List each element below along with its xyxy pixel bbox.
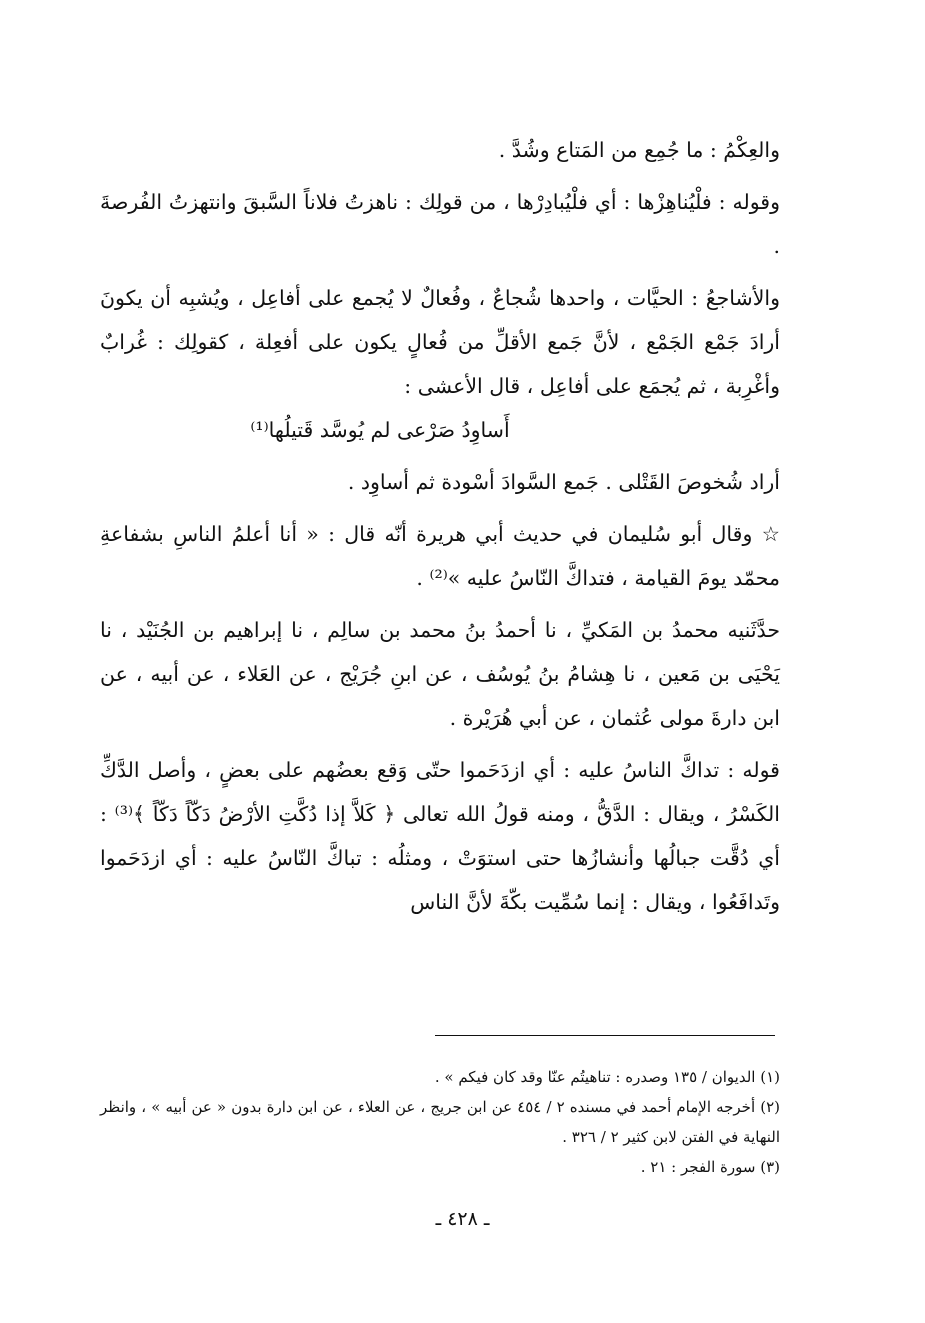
footnote-2: (٢) أخرجه الإمام أحمد في مسنده ٢ / ٤٥٤ عن ابن جريج ، عن العلاء ، عن ابن دارة بدون « عن أبيه » ، وانظر النهاية في الفتن لابن كثير ٢ / ٣٢٦ . — [100, 1098, 780, 1146]
paragraph-4: أراد شُخوصَ القَتْلى . جَمع السَّوادَ أسْودة ثم أساوِد . — [347, 470, 780, 494]
paragraph-2: وقوله : فلْيُناهِزْها : أي فلْيُبادِرْها ، من قولِك : ناهزتُ فلاناً السَّبقَ وانتهزتُ الفُرصةَ . — [100, 190, 780, 258]
page-number: ـ ٤٢٨ ـ — [435, 1208, 490, 1230]
footnote-3: (٣) سورة الفجر : ٢١ . — [640, 1158, 780, 1176]
footnote-1: (١) الديوان / ١٣٥ وصدره : تناهيتُم عنّا وقد كان فيكم » . — [434, 1068, 780, 1086]
paragraph-7: قوله : تداكَّ الناسُ عليه : أي ازدَحَموا حتّى وَقع بعضُهم على بعضٍ ، وأصل الدَّكِّ الكَسْرُ ، ويقال : الدَّقُّ ، ومنه قولُ الله تعالى ﴿ كَلاَّ إذا دُكَّتِ الأرْضُ دَكّاً دَكّاً ﴾⁽³⁾ : أي دُقَّت جبالُها وأنشازُها حتى استوَتْ ، ومثلُه : تباكَّ النّاسُ عليه : أي ازدَحَموا وتَدافَعُوا ، ويقال : إنما سُمِّيت بكّةَ لأنَّ الناس — [100, 758, 780, 914]
paragraph-6: حدَّثَنيه محمدُ بن المَكيِّ ، نا أحمدُ بنُ محمد بن سالِم ، نا إبراهيم بن الجُنَيْد ، نا يَحْيَى بن مَعين ، نا هِشامُ بنُ يُوسُف ، عن ابنِ جُرَيْج ، عن العَلاء ، عن أبيه ، عن ابن دارةَ مولى عُثمان ، عن أبي هُرَيْرة . — [100, 618, 780, 730]
footnote-separator — [435, 1035, 775, 1036]
poetry-verse: أَساوِدُ صَرْعى لم يُوسَّد قَتيلُها⁽¹⁾ — [250, 418, 510, 442]
paragraph-3: والأشاجعُ : الحيَّات ، واحدها شُجاعٌ ، وفُعالٌ لا يُجمع على أفاعِل ، ويُشبِه أن يكونَ أرادَ جَمْع الجَمْع ، لأنَّ جَمع الأقلِّ من فُعالٍ يكون على أفعِلة ، كقولِك : غُرابٌ وأغْرِبة ، ثم يُجمَع على أفاعِل ، قال الأعشى : — [100, 286, 780, 398]
paragraph-5: ☆ وقال أبو سُليمان في حديث أبي هريرة أنّه قال : « أنا أعلمُ الناسِ بشفاعةِ محمّد يومَ القيامة ، فتداكَّ النّاسُ عليه »⁽²⁾ . — [100, 522, 780, 590]
paragraph-1: والعِكْمُ : ما جُمِع من المَتاع وشُدَّ . — [498, 138, 780, 162]
footnotes — [100, 1062, 780, 1182]
main-text — [100, 128, 780, 932]
